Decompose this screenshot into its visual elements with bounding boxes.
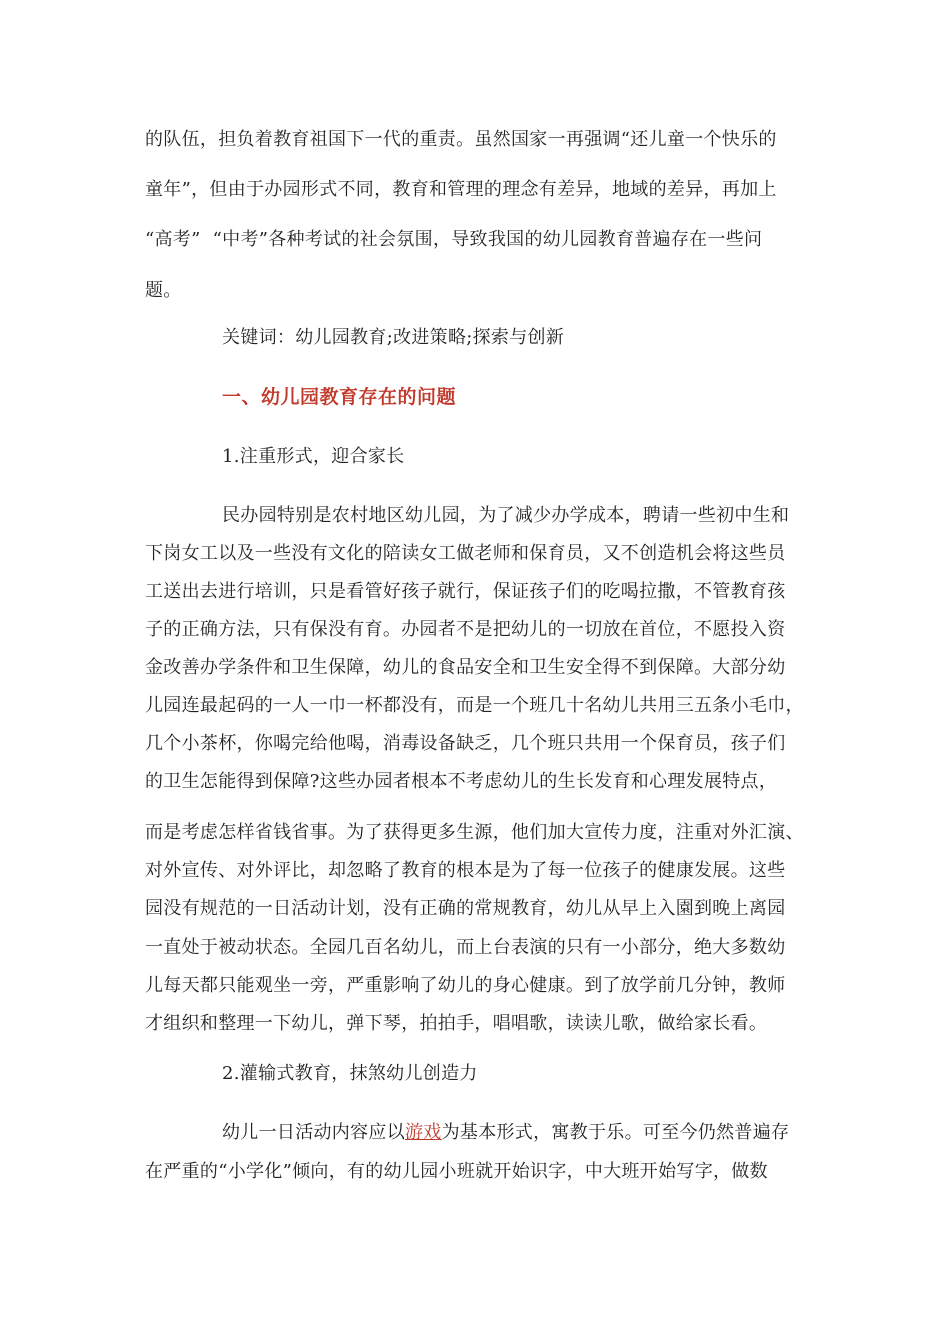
intro-line: 童年”，但由于办园形式不同，教育和管理的理念有差异，地域的差异，再加上	[145, 179, 777, 200]
subheading-1: 1.注重形式，迎合家长	[222, 446, 405, 467]
paragraph-line: 民办园特别是农村地区幼儿园，为了减少办学成本，聘请一些初中生和	[222, 505, 790, 526]
paragraph-line: 下岗女工以及一些没有文化的陪读女工做老师和保育员，又不创造机会将这些员	[145, 543, 786, 564]
paragraph-line	[222, 1122, 815, 1144]
paragraph-line: 一直处于被动状态。全园几百名幼儿，而上台表演的只有一小部分，绝大多数幼	[145, 937, 786, 958]
paragraph-line: 对外宣传、对外评比，却忽略了教育的根本是为了每一位孩子的健康发展。这些	[145, 860, 786, 881]
paragraph-text: 为基本形式，寓教于乐。可至今仍然普遍存	[441, 1122, 790, 1143]
intro-line: 题。	[145, 280, 182, 301]
paragraph-line: 儿每天都只能观坐一旁，严重影响了幼儿的身心健康。到了放学前几分钟，教师	[145, 975, 786, 996]
keywords-line: 关键词：幼儿园教育;改进策略;探索与创新	[222, 327, 565, 348]
paragraph-line: 园没有规范的一日活动计划，没有正确的常规教育，幼儿从早上入園到晚上离园	[145, 898, 786, 919]
intro-line: 的队伍，担负着教育祖国下一代的重责。虽然国家一再强调“还儿童一个快乐的	[145, 129, 777, 150]
paragraph-line: 子的正确方法，只有保没有育。办园者不是把幼儿的一切放在首位，不愿投入资	[145, 619, 786, 640]
paragraph-line: 而是考虑怎样省钱省事。为了获得更多生源，他们加大宣传力度，注重对外汇演、	[145, 822, 804, 843]
paragraph-text: 幼儿一日活动内容应以	[222, 1122, 405, 1143]
paragraph-line: 儿园连最起码的一人一巾一杯都没有，而是一个班几十名幼儿共用三五条小毛巾，	[145, 695, 804, 716]
subheading-2: 2.灌输式教育，抹煞幼儿创造力	[222, 1063, 478, 1084]
paragraph-line: 工送出去进行培训，只是看管好孩子就行，保证孩子们的吃喝拉撒，不管教育孩	[145, 581, 786, 602]
paragraph-line: 在严重的“小学化”倾向，有的幼儿园小班就开始识字，中大班开始写字，做数	[145, 1161, 768, 1182]
paragraph-line: 才组织和整理一下幼儿，弹下琴，拍拍手，唱唱歌，读读儿歌，做给家长看。	[145, 1013, 768, 1034]
paragraph-line: 金改善办学条件和卫生保障，幼儿的食品安全和卫生安全得不到保障。大部分幼	[145, 657, 786, 678]
paragraph-line: 的卫生怎能得到保障?这些办园者根本不考虑幼儿的生长发育和心理发展特点，	[145, 771, 778, 792]
games-link[interactable]: 游戏	[405, 1122, 442, 1143]
paragraph-line: 几个小茶杯，你喝完给他喝，消毒设备缺乏，几个班只共用一个保育员，孩子们	[145, 733, 786, 754]
section-heading: 一、幼儿园教育存在的问题	[222, 386, 457, 408]
intro-line: “高考” “中考”各种考试的社会氛围，导致我国的幼儿园教育普遍存在一些问	[145, 229, 763, 250]
